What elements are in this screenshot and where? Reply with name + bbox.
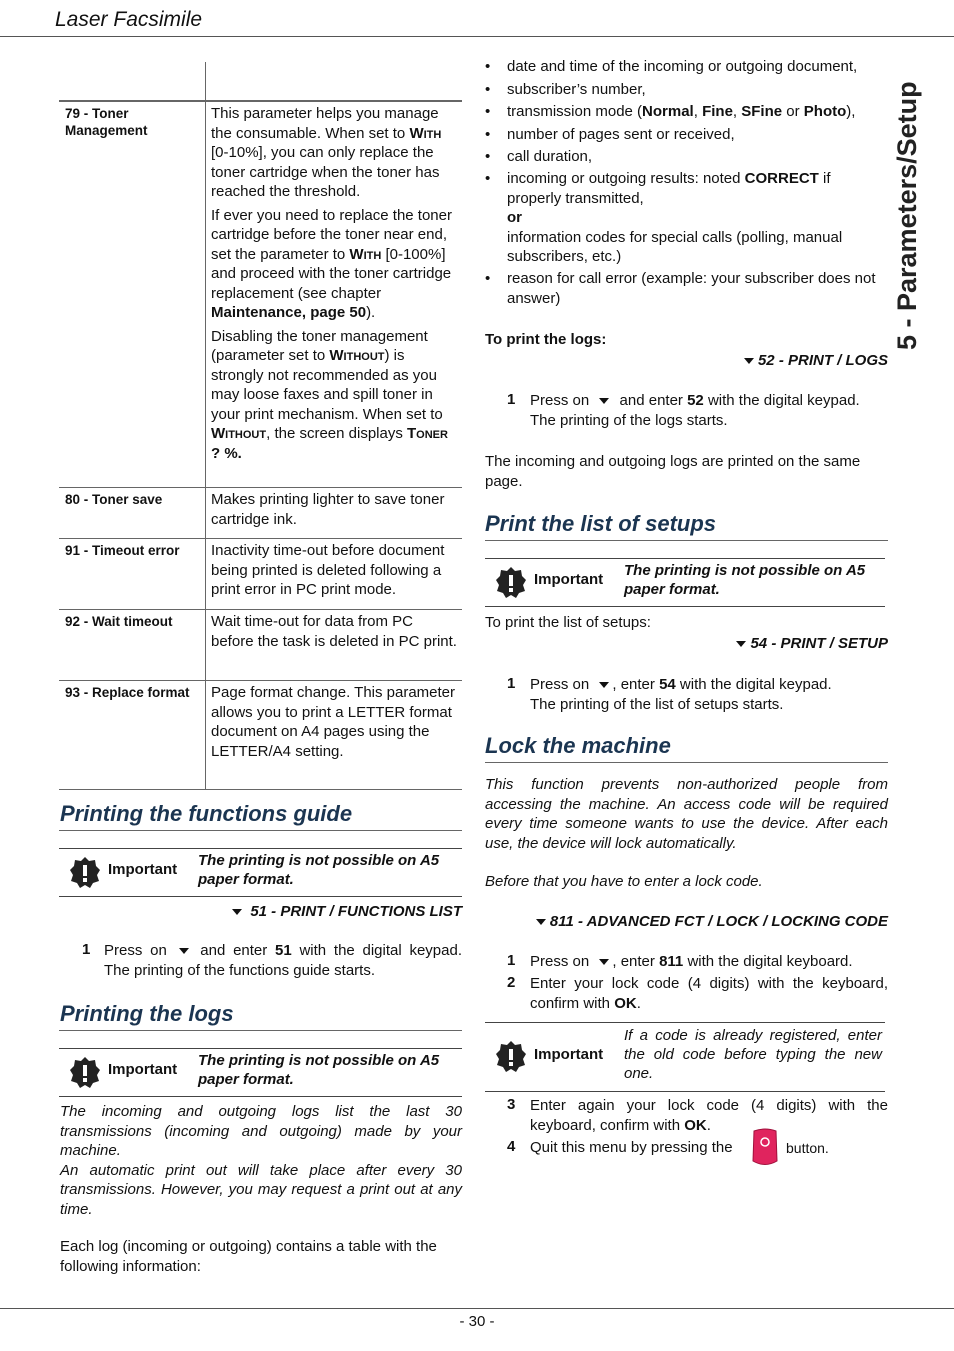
important-text: The printing is not possible on A5 paper format. — [624, 562, 866, 598]
important-text: The printing is not possible on A5 paper format. — [198, 852, 440, 888]
menu-path: 811 - ADVANCED FCT / LOCK / LOCKING CODE — [485, 913, 888, 930]
lock-intro: This function prevents non-authorized people from accessing the machine. An access code will be required every time someone wants to use the device. After each use, the device will lock automatically. — [485, 776, 888, 852]
step-number: 2 — [507, 974, 516, 991]
header-divider — [0, 36, 954, 37]
document-title: Laser Facsimile — [55, 8, 203, 31]
down-arrow-icon — [179, 948, 189, 954]
step-text: Press on and enter 52 with the digital keypad. The printing of the logs starts. — [530, 392, 860, 429]
logs-intro: The incoming and outgoing logs list the last 30 transmissions (incoming and outgoing) made by your machine. An automatic print out will take place after every 30 transmissions. However, you may request a print out at any time. — [60, 1103, 462, 1218]
heading-rule — [59, 1030, 462, 1031]
logs-to-print: To print the logs: — [485, 331, 607, 348]
param-name: 92 - Wait timeout — [65, 614, 173, 629]
important-text: The printing is not possible on A5 paper format. — [198, 1052, 440, 1088]
param-name: 93 - Replace format — [65, 685, 190, 700]
warning-icon — [69, 856, 101, 890]
down-arrow-icon — [599, 682, 609, 688]
section-heading-logs: Printing the logs — [60, 1001, 234, 1026]
param-description: Page format change. This parameter allows you to print a LETTER format document on A4 pages using the LETTER/A4 setting. — [211, 684, 456, 760]
down-arrow-icon — [599, 398, 609, 404]
lock-intro-2: Before that you have to enter a lock code. — [485, 873, 763, 890]
step-text: Press on , enter 811 with the digital keyboard. — [530, 953, 853, 970]
menu-path: 51 - PRINT / FUNCTIONS LIST — [59, 903, 462, 920]
parameter-table — [59, 62, 462, 790]
param-name: 79 - Toner Management — [65, 106, 148, 138]
param-name: 91 - Timeout error — [65, 543, 180, 558]
button-word: button. — [786, 1140, 829, 1156]
section-heading-setups: Print the list of setups — [485, 511, 717, 536]
down-arrow-icon — [599, 959, 609, 965]
down-arrow-icon — [736, 641, 746, 647]
heading-rule — [485, 540, 888, 541]
heading-rule — [485, 762, 888, 763]
down-arrow-icon — [744, 358, 754, 364]
step-text: Press on and enter 51 with the digital keypad. The printing of the functions guide starts. — [104, 942, 462, 979]
param-description: This parameter helps you manage the consumable. When set to With [0-10%], you can only replace the toner cartridge when the toner has reached the threshold. If ever you need to replace the toner cartridge before the toner near end, set the parameter to With [0-100%] and proceed with the toner cartridge replacement (see chapter Maintenance, page 50). Disabling the toner management (parameter set to Without) is strongly not recommended as you may loose faxes and spill toner in your print mechanism. When set to Without, the screen displays Toner ? %. — [211, 105, 452, 462]
warning-icon — [495, 566, 527, 600]
setups-intro: To print the list of setups: — [485, 614, 651, 631]
step-text: Press on , enter 54 with the digital keypad. The printing of the list of setups starts. — [530, 676, 832, 713]
param-name: 80 - Toner save — [65, 492, 163, 507]
table-row — [59, 610, 462, 681]
table-row — [59, 539, 462, 610]
warning-icon — [69, 1056, 101, 1090]
down-arrow-icon — [536, 919, 546, 925]
section-heading-functions-guide: Printing the functions guide — [60, 801, 353, 826]
table-row — [59, 681, 462, 790]
param-description: Wait time-out for data from PC before the task is deleted in PC print. — [211, 613, 457, 650]
menu-path: 52 - PRINT / LOGS — [485, 352, 888, 369]
param-description: Makes printing lighter to save toner cartridge ink. — [211, 491, 445, 528]
table-row — [59, 488, 462, 539]
logs-table-intro: Each log (incoming or outgoing) contains a table with the following information: — [60, 1238, 437, 1275]
footer-divider — [0, 1308, 954, 1309]
logs-outro: The incoming and outgoing logs are printed on the same page. — [485, 453, 861, 490]
step-number: 1 — [507, 391, 516, 408]
important-label: Important — [108, 861, 178, 878]
step-number: 3 — [507, 1096, 516, 1113]
section-heading-lock: Lock the machine — [485, 733, 671, 758]
down-arrow-icon — [232, 909, 242, 915]
chapter-tab-label: 5 - Parameters/Setup — [892, 81, 922, 350]
step-text: Enter your lock code (4 digits) with the keyboard, confirm with OK. — [530, 975, 888, 1012]
stop-button-icon — [750, 1128, 780, 1166]
step-text: Enter again your lock code (4 digits) with the keyboard, confirm with OK. — [530, 1097, 888, 1134]
step-number: 1 — [507, 675, 516, 692]
param-description: Inactivity time-out before document being printed is deleted following a print error in PC print mode. — [211, 542, 445, 598]
table-row — [59, 101, 462, 488]
chapter-tab — [882, 60, 942, 360]
step-text: Quit this menu by pressing the — [530, 1139, 733, 1156]
step-number: 1 — [82, 941, 91, 958]
table-spacer-row — [59, 62, 462, 101]
important-note — [485, 558, 885, 607]
step-number: 4 — [507, 1138, 516, 1155]
important-note — [59, 1048, 462, 1097]
heading-rule — [59, 830, 462, 831]
important-label: Important — [108, 1061, 178, 1078]
menu-path: 54 - PRINT / SETUP — [485, 635, 888, 652]
important-label: Important — [534, 571, 604, 588]
important-note — [485, 1022, 885, 1092]
page-number: - 30 - — [459, 1313, 495, 1330]
step-number: 1 — [507, 952, 516, 969]
important-label: Important — [534, 1046, 604, 1063]
important-text: If a code is already registered, enter the old code before typing the new one. — [624, 1027, 882, 1082]
warning-icon — [495, 1040, 527, 1074]
important-note — [59, 848, 462, 897]
